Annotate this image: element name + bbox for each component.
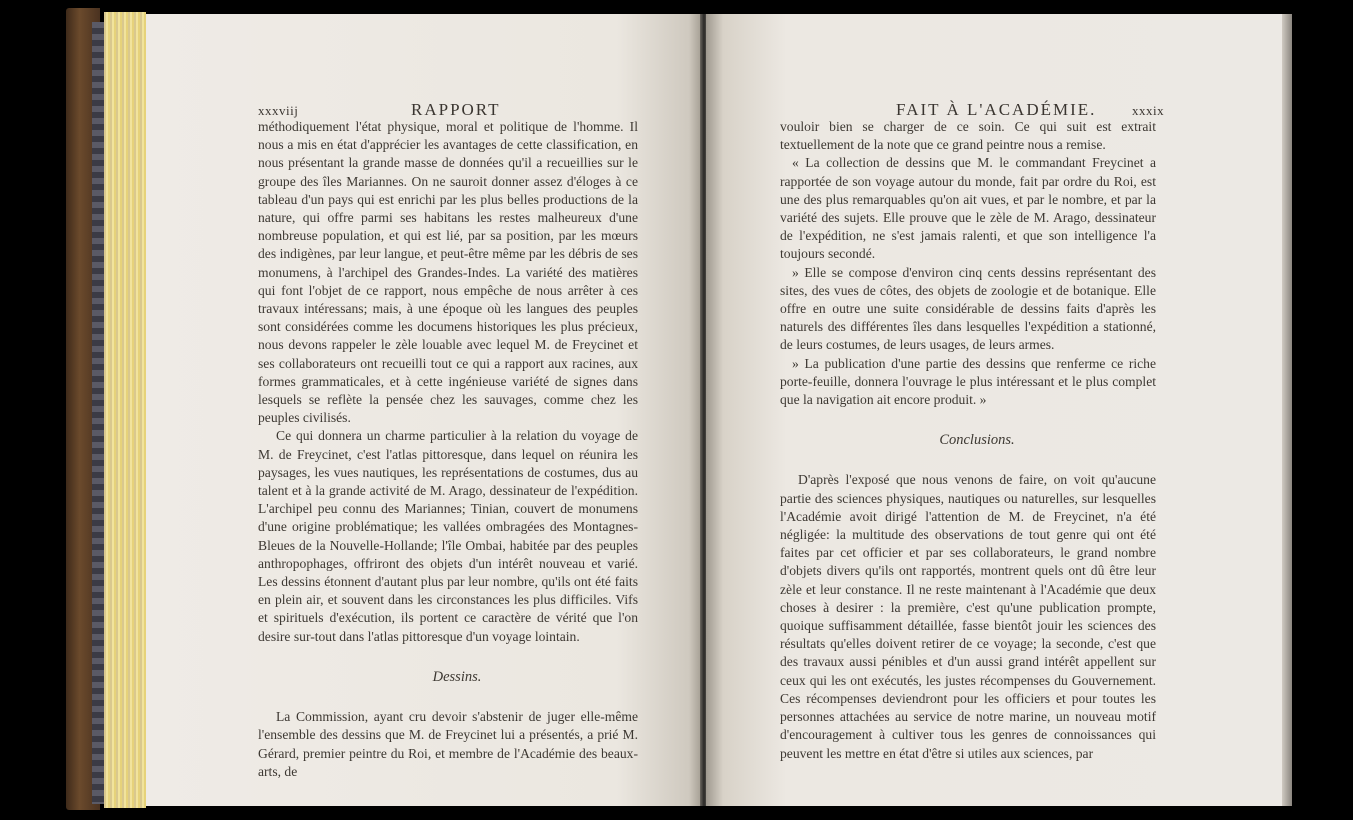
running-title-right: FAIT À L'ACADÉMIE.	[896, 100, 1097, 119]
right-page	[706, 14, 1282, 806]
page-stack-edge	[104, 12, 146, 808]
quote-paragraph: » Elle se compose d'environ cinq cents dessins représentant des sites, des vues de côtes, des objets de zoologie et de botanique. Elle offre en outre une suite considérable de dessins faits d'après les naturels des différentes îles dans lesquelles l'expédition a stationné, de leurs costumes, de leurs usages, de leurs armes.	[780, 264, 1156, 353]
left-page	[146, 14, 700, 806]
section-title-conclusions: Conclusions.	[939, 432, 1015, 449]
running-title-left: RAPPORT	[411, 100, 501, 119]
paragraph: vouloir bien se charger de ce soin. Ce qui suit est extrait textuellement de la note que ce grand peintre nous a remise.	[780, 119, 1156, 153]
paragraph: La Commission, ayant cru devoir s'abstenir de juger elle-même l'ensemble des dessins que M. de Freycinet lui a présentés, a prié M. Gérard, premier peintre du Roi, et membre de l'Académie des beaux-arts, de	[258, 709, 638, 779]
paragraph: Ce qui donnera un charme particulier à la relation du voyage de M. de Freycinet, c'est l'atlas pittoresque, dans lequel on réunira les paysages, les vues nautiques, les représentations de costumes, dus au talent et à la grande activité de M. Arago, dessinateur de l'expédition. L'archipel peu connu des Mariannes; Tinian, couvert de monumens d'une origine problématique; les vallées ombragées des Montagnes-Bleues de la Nouvelle-Hollande; l'île Ombai, habitée par des peuples anthropophages, offriront des objets d'un intérêt nouveau et varié. Les dessins étonnent d'autant plus par leur nombre, qu'ils ont été faits en plein air, et souvent dans les circonstances les plus difficiles. Vifs et spirituels d'exécution, ils portent ce caractère de vérité que l'on desire sur-tout dans l'atlas pittoresque d'un voyage lointain.	[258, 428, 638, 644]
paragraph: D'après l'exposé que nous venons de faire, on voit qu'aucune partie des sciences physiques, nautiques ou naturelles, sur lesquelles l'Académie avoit dirigé l'attention de M. de Freycinet, n'a été négligée: la multitude des observations de tout genre qui ont été faites par cet officier et par ses collaborateurs, le grand nombre d'objets divers qu'ils ont rapportés, montrent quels ont dû être leur zèle et leur constance. Il ne reste maintenant à l'Académie que deux choses à desirer : la première, c'est qu'une publication prompte, quoique suffisamment détaillée, fasse bientôt jouir les sciences des résultats qu'elles doivent retirer de ce voyage; la seconde, c'est que des travaux aussi pénibles et d'un aussi grand intérêt appellent sur ceux qui les ont exécutés, les justes récompenses du Gouvernement. Ces récompenses deviendront pour les officiers et pour toutes les personnes attachées au service de notre marine, un nouveau motif d'encouragement à cultiver tous les genres de connoissances qui peuvent les mettre en état d'être si utiles aux sciences, par	[780, 472, 1156, 761]
left-body-text	[258, 118, 638, 781]
book-cover-right	[1282, 14, 1292, 806]
paragraph: méthodiquement l'état physique, moral et politique de l'homme. Il nous a mis en état d'apprécier les avantages de cette classification, en nous présentant la grande masse de données qu'il a recueillies sur le groupe des îles Mariannes. On ne sauroit donner assez d'éloges à ce tableau d'un pays qui est enrichi par les plus belles productions de la nature, qui offre parmi ses habitans les restes malheureux d'une nombreuse population, et qui est lié, par sa position, par les mœurs des indigènes, par leur langue, et peut-être même par les débris de ses monumens, à l'archipel des Grandes-Indes. La variété des matières qui font l'objet de ce rapport, nous empêche de nous arrêter à ces travaux intéressans; mais, à une époque où les langues des peuples sont considérées comme les documens historiques les plus précieux, nous devons rappeler le zèle louable avec lequel M. de Freycinet et ses collaborateurs ont recueilli tout ce qui a rapport aux racines, aux formes grammaticales, et à cette ingénieuse variété de signes dans lesquels se reflète la pensée chez les sauvages, comme chez les peuples civilisés.	[258, 119, 638, 426]
quote-paragraph: « La collection de dessins que M. le commandant Freycinet a rapportée de son voyage autour du monde, fait par ordre du Roi, est une des plus remarquables qu'on ait vues, et par le nombre, et par la variété des sujets. Elle prouve que le zèle de M. Arago, dessinateur de l'expédition, ne s'est jamais ralenti, et que son intelligence l'a toujours secondé.	[780, 155, 1156, 262]
page-number-right: xxxix	[1132, 103, 1165, 118]
right-body-text	[780, 118, 1156, 763]
quote-paragraph: » La publication d'une partie des dessins que renferme ce riche porte-feuille, donnera l'ouvrage le plus intéressant et le plus complet que la navigation ait encore produit. »	[780, 355, 1156, 408]
section-title-dessins: Dessins.	[432, 668, 482, 685]
page-number-left: xxxviij	[258, 103, 299, 118]
